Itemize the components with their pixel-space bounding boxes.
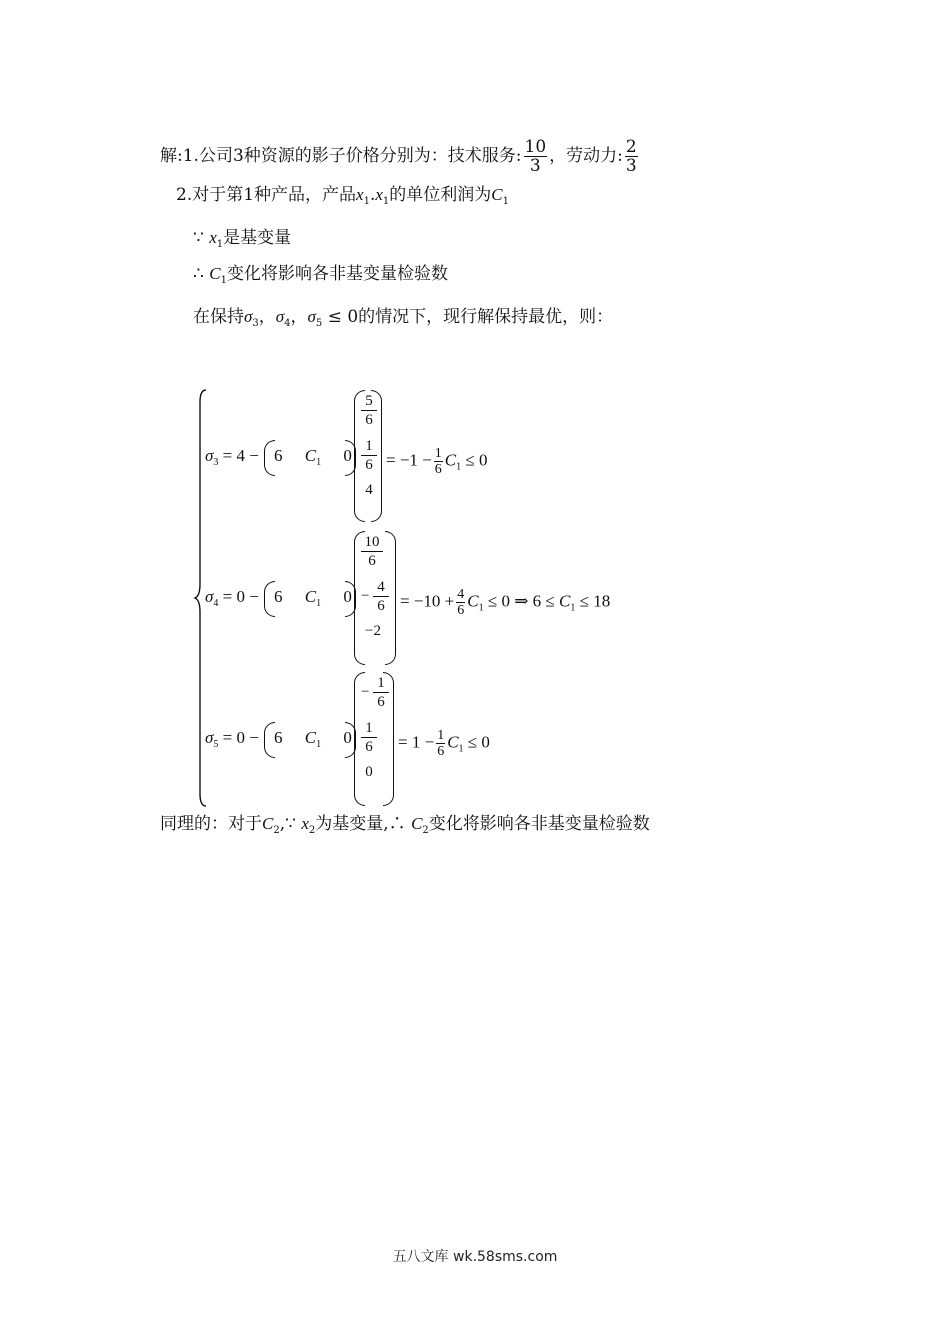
var-x: x [375,185,383,204]
num: 4 [457,587,465,602]
line3-text: 是基变量 [223,228,292,248]
num: 1 [361,437,377,456]
rhs-text: = 1 − [398,732,435,752]
row-el: C [304,587,317,606]
rhs-text: ≤ 0 ⇒ 6 ≤ [483,591,560,611]
val: −2 [365,623,381,639]
eq1-equals: = 4 − [218,446,259,465]
neg-sign: − [361,588,370,604]
row-el: 0 [343,446,352,465]
line6-text-e: 变化将影响各非基变量检验数 [428,814,650,834]
den: 6 [365,739,373,755]
var-c: C [262,814,274,833]
line5-text-a: 在保持 [193,307,244,327]
page-footer-watermark: 五八文库 wk.58sms.com [392,1249,558,1265]
eq1-col-paren-right [371,390,382,522]
num: 1 [437,728,445,743]
den: 6 [437,744,445,759]
eq2-col-paren-right [385,531,396,665]
eq3-col-item-3 [361,763,377,781]
sub: 3 [213,457,219,468]
line2-text-b: 的单位利润为 [389,185,492,205]
var-c: C [209,264,221,283]
eq3-col-item-2 [361,719,377,756]
den: 6 [377,694,385,710]
rhs-text: ≤ 18 [575,591,611,611]
sub: 2 [308,825,316,836]
eq2-equals: = 0 − [218,587,259,606]
sub: 1 [316,739,322,750]
num: 1 [434,446,442,461]
line4-text: 变化将影响各非基变量检验数 [226,264,448,284]
because-symbol: ∵ [193,228,210,248]
sep: . [369,185,376,205]
row-el: 6 [274,587,283,606]
var-c: C [447,732,459,752]
var-c: C [491,185,503,204]
answer-line-2 [176,183,509,214]
eq3-col-paren-right [383,672,394,806]
comma: ， [258,307,276,327]
den: 6 [368,553,376,569]
sub: 1 [316,598,322,609]
sub: 5 [213,739,219,750]
row-el: C [304,728,317,747]
line6-text-d: 为基变量,∴ [315,814,412,834]
neg-sign: − [361,684,370,700]
var-x: x [356,185,364,204]
line6-text-b: ,∵ [279,814,302,834]
sub: 2 [422,825,429,836]
answer-line-3 [193,226,291,257]
row-el: 6 [274,446,283,465]
labor-num: 2 [625,137,637,157]
sub: 1 [220,275,227,286]
sub: 1 [570,602,576,614]
comma: ， [290,307,308,327]
sub: 1 [478,602,484,614]
den: 6 [457,603,465,618]
sub: 2 [273,825,280,836]
den: 6 [377,598,385,614]
line2-text-a: 2.对于第1种产品，产品 [176,185,357,205]
tech-num: 10 [524,137,547,157]
sub: 1 [316,457,322,468]
var-c: C [467,591,479,611]
eq2-col-item-3 [361,622,385,640]
var-c: C [444,450,457,470]
var-c: C [411,814,423,833]
fraction-labor [625,138,638,175]
val: 0 [365,764,373,780]
sigma: σ [244,307,253,326]
den: 6 [434,462,442,477]
sub: 1 [363,196,370,207]
sub: 1 [216,239,224,250]
num: 5 [361,392,377,411]
eq1-row-vector [274,446,352,468]
sigma: σ [205,728,214,747]
eq3-row-vector [274,728,352,750]
line6-text-a: 同理的：对于 [160,814,262,834]
rhs-text: = −1 − [386,450,432,470]
answer-line-4 [193,262,448,293]
rhs-frac [456,587,465,618]
line1-mid: ，劳动力: [549,146,623,166]
eq2-lhs [205,587,259,609]
eq1-lhs [205,446,259,468]
sub: 4 [284,318,291,329]
fraction-tech [524,138,548,175]
eq2-col-item-1 [361,533,383,570]
sub: 1 [456,461,462,473]
row-el: 6 [274,728,283,747]
answer-line-6 [160,812,650,843]
eq3-rhs [398,728,490,759]
sigma: σ [205,587,214,606]
val: 4 [365,482,373,498]
num: 4 [373,578,389,597]
rhs-text: ≤ 0 [461,450,488,470]
eq3-lhs [205,728,259,750]
sub: 1 [458,743,464,755]
sub: 3 [252,318,259,329]
sub: 5 [315,318,323,329]
sigma: σ [275,307,285,326]
var-c: C [559,591,571,611]
eq2-rhs [400,587,610,618]
row-el: C [304,446,317,465]
eq1-rhs [386,446,487,477]
sub: 4 [213,598,219,609]
num: 1 [361,719,377,738]
answer-line-1 [160,138,640,175]
sigma: σ [307,307,316,326]
eq3-equals: = 0 − [218,728,259,747]
row-el: 0 [343,728,352,747]
sub: 1 [502,196,510,207]
line5-text-b: ≤ 0的情况下，现行解保持最优，则： [322,307,614,327]
rhs-frac [434,446,443,477]
rhs-text: = −10 + [400,591,455,611]
tech-den: 3 [529,156,541,176]
eq2-row-vector [274,587,352,609]
var-x: x [301,814,309,833]
rhs-text: ≤ 0 [463,732,490,752]
num: 1 [373,674,389,693]
den: 6 [365,412,373,428]
line1-text: 解:1.公司3种资源的影子价格分别为：技术服务: [160,146,522,166]
num: 10 [361,533,383,552]
den: 6 [365,457,373,473]
var-x: x [209,228,217,247]
sigma: σ [205,446,214,465]
labor-den: 3 [625,156,637,176]
answer-line-5 [193,305,613,336]
rhs-frac [436,728,445,759]
row-el: 0 [343,587,352,606]
sub: 1 [382,196,390,207]
therefore-symbol: ∴ [193,264,210,284]
